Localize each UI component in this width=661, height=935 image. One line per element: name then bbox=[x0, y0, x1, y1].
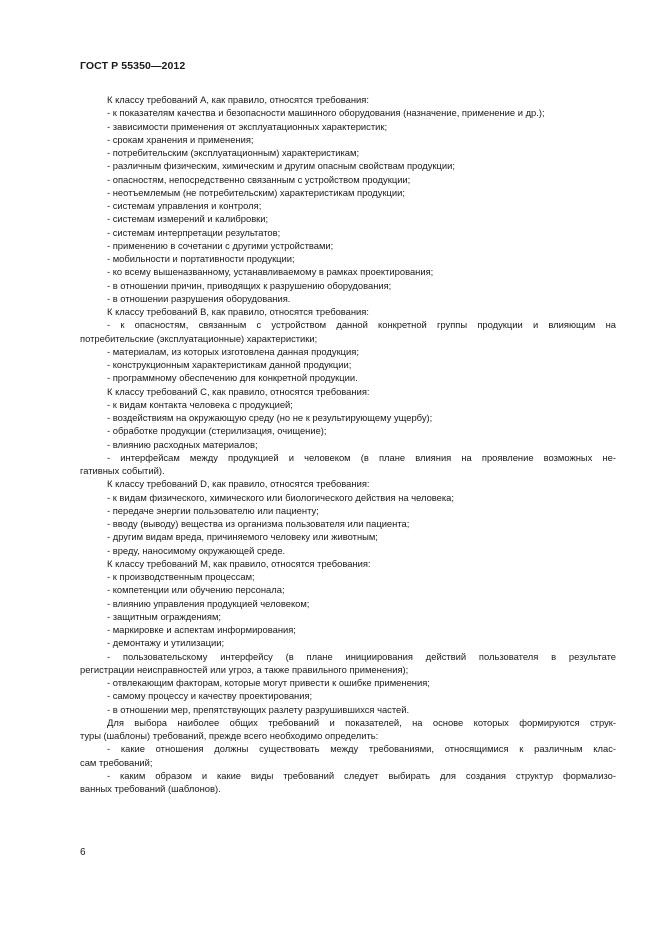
list-item: - к производственным процессам; bbox=[107, 571, 255, 582]
list-item: - к опасностям, связанным с устройством данной конкретной группы продукции и влияющим на bbox=[107, 319, 616, 331]
list-item: - к видам контакта человека с продукцией; bbox=[107, 398, 293, 410]
list-item: - мобильности и портативности продукции; bbox=[107, 253, 295, 264]
list-item: - другим видам вреда, причиняемого человеку или животным; bbox=[107, 531, 378, 543]
list-item: - пользовательскому интерфейсу (в плане инициирования действий пользователя в результате bbox=[107, 650, 616, 662]
list-item: - самому процессу и качеству проектирования; bbox=[107, 690, 313, 702]
list-item: - системам интерпретации результатов; bbox=[107, 226, 281, 238]
paragraph-line: К классу требований А, как правило, относятся требования: bbox=[107, 94, 369, 105]
list-item: - к видам физического, химического или биологического действия на человека; bbox=[107, 491, 454, 503]
list-item: - опасностям, непосредственно связанным с устройством продукции; bbox=[107, 173, 411, 185]
list-item: - интерфейсам между продукцией и человеком (в плане влияния на проявление возможных не- bbox=[107, 451, 616, 463]
paragraph-line: К классу требований D, как правило, относятся требования: bbox=[107, 478, 370, 490]
list-item: - системам измерений и калибровки; bbox=[107, 213, 269, 225]
list-item-continuation: гативных событий). bbox=[80, 465, 165, 476]
paragraph-line: К классу требований В, как правило, относятся требования: bbox=[107, 306, 369, 317]
paragraph-line: Для выбора наиболее общих требований и показателей, на основе которых формируются струк- bbox=[107, 716, 616, 728]
list-item: - к показателям качества и безопасности машинного оборудования (назначение, применение и др.); bbox=[107, 107, 545, 119]
document-body bbox=[80, 93, 616, 795]
list-item: - системам управления и контроля; bbox=[107, 200, 262, 211]
list-item: - защитным ограждениям; bbox=[107, 610, 222, 622]
list-item: - каким образом и какие виды требований следует выбирать для создания структур формализо- bbox=[107, 769, 616, 781]
list-item: - зависимости применения от эксплуатационных характеристик; bbox=[107, 120, 388, 132]
list-item: - применению в сочетании с другими устройствами; bbox=[107, 239, 334, 251]
list-item: - маркировке и аспектам информирования; bbox=[107, 624, 296, 635]
list-item: - вреду, наносимому окружающей среде. bbox=[107, 544, 286, 556]
list-item: - материалам, из которых изготовлена данная продукция; bbox=[107, 345, 359, 357]
list-item: - неотъемлемым (не потребительским) характеристикам продукции; bbox=[107, 186, 406, 198]
document-header: ГОСТ Р 55350—2012 bbox=[80, 60, 186, 72]
list-item: - различным физическим, химическим и другим опасным свойствам продукции; bbox=[107, 160, 455, 172]
list-item: - в отношении разрушения оборудования. bbox=[107, 292, 291, 304]
list-item: - передаче энергии пользователю или пациенту; bbox=[107, 504, 319, 516]
list-item-continuation: регистрации неисправностей или угроз, а также правильного применения); bbox=[80, 663, 409, 675]
list-item: - в отношении мер, препятствующих разлету разрушившихся частей. bbox=[107, 703, 410, 715]
list-item: - вводу (выводу) вещества из организма пользователя или пациента; bbox=[107, 518, 410, 529]
list-item: - потребительским (эксплуатационным) характеристикам; bbox=[107, 147, 360, 158]
list-item: - какие отношения должны существовать между требованиями, относящимися к различным клас- bbox=[107, 743, 616, 755]
list-item: - обработке продукции (стерилизация, очищение); bbox=[107, 425, 327, 437]
list-item-continuation: ванных требований (шаблонов). bbox=[80, 783, 221, 794]
list-item-continuation: потребительские (эксплуатационные) характеристики; bbox=[80, 332, 318, 344]
paragraph-line: К классу требований С, как правило, относятся требования: bbox=[107, 385, 370, 397]
list-item: - срокам хранения и применения; bbox=[107, 133, 254, 145]
list-item: - ко всему вышеназванному, устанавливаемому в рамках проектирования; bbox=[107, 266, 434, 278]
list-item: - в отношении причин, приводящих к разрушению оборудования; bbox=[107, 279, 392, 291]
list-item-continuation: сам требований; bbox=[80, 756, 153, 768]
list-item: - отвлекающим факторам, которые могут привести к ошибке применения; bbox=[107, 677, 430, 688]
paragraph-line: К классу требований М, как правило, относятся требования: bbox=[107, 557, 371, 569]
list-item: - воздействиям на окружающую среду (но не к результирующему ущербу); bbox=[107, 412, 433, 423]
list-item: - демонтажу и утилизации; bbox=[107, 637, 225, 649]
list-item: - влиянию расходных материалов; bbox=[107, 438, 258, 450]
list-item: - программному обеспечению для конкретной продукции. bbox=[107, 372, 358, 384]
list-item: - влиянию управления продукцией человеком; bbox=[107, 597, 310, 609]
paragraph-continuation: туры (шаблоны) требований, прежде всего необходимо определить: bbox=[80, 730, 379, 741]
list-item: - компетенции или обучению персонала; bbox=[107, 584, 285, 596]
list-item: - конструкционным характеристикам данной продукции; bbox=[107, 359, 352, 370]
page-number: 6 bbox=[80, 847, 86, 858]
